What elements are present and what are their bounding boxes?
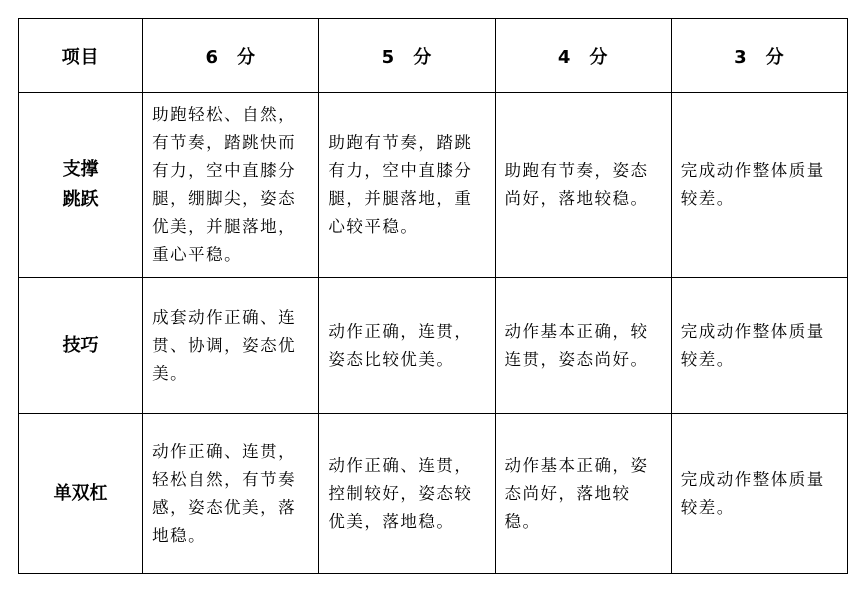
score-unit: 分 bbox=[589, 46, 609, 68]
row-label-line: 跳跃 bbox=[62, 189, 99, 210]
table-row-vault bbox=[19, 93, 848, 278]
header-score-6 bbox=[143, 19, 319, 93]
header-score-4 bbox=[495, 19, 671, 93]
row-label-bars bbox=[19, 414, 143, 574]
score-unit: 分 bbox=[237, 46, 256, 68]
score-number: 6 bbox=[205, 46, 219, 68]
score-number: 3 bbox=[734, 46, 748, 68]
score-unit: 分 bbox=[765, 46, 785, 68]
header-score-3 bbox=[671, 19, 847, 93]
criteria-cell: 动作正确，连贯，姿态比较优美。 bbox=[319, 278, 495, 414]
header-row bbox=[19, 19, 848, 93]
criteria-cell: 动作基本正确，较连贯，姿态尚好。 bbox=[495, 278, 671, 414]
row-label-line: 技巧 bbox=[62, 334, 99, 356]
criteria-cell: 成套动作正确、连贯、协调，姿态优美。 bbox=[143, 278, 319, 414]
criteria-cell: 助跑有节奏，踏跳有力，空中直膝分腿，并腿落地，重心较平稳。 bbox=[319, 93, 495, 278]
row-label-line: 单双杠 bbox=[53, 482, 108, 504]
row-label-skills bbox=[19, 278, 143, 414]
table-row-bars bbox=[19, 414, 848, 574]
criteria-cell: 完成动作整体质量较差。 bbox=[671, 414, 847, 574]
criteria-cell: 助跑有节奏，姿态尚好，落地较稳。 bbox=[495, 93, 671, 278]
criteria-cell: 完成动作整体质量较差。 bbox=[671, 278, 847, 414]
header-item-label: 项目 bbox=[61, 46, 100, 68]
scoring-table bbox=[18, 18, 848, 574]
criteria-cell: 完成动作整体质量较差。 bbox=[671, 93, 847, 278]
criteria-cell: 助跑轻松、自然，有节奏，踏跳快而有力，空中直膝分腿，绷脚尖，姿态优美，并腿落地，重心平稳。 bbox=[143, 93, 319, 278]
score-number: 4 bbox=[557, 46, 572, 68]
table-row-skills bbox=[19, 278, 848, 414]
criteria-cell: 动作正确、连贯，控制较好，姿态较优美，落地稳。 bbox=[319, 414, 495, 574]
criteria-cell: 动作基本正确，姿态尚好，落地较稳。 bbox=[495, 414, 671, 574]
score-number: 5 bbox=[381, 46, 396, 68]
score-unit: 分 bbox=[413, 46, 433, 68]
row-label-line: 支撑 bbox=[62, 159, 99, 180]
header-item-cell bbox=[19, 19, 143, 93]
header-score-5 bbox=[319, 19, 495, 93]
criteria-cell: 动作正确、连贯，轻松自然，有节奏感，姿态优美，落地稳。 bbox=[143, 414, 319, 574]
row-label-vault bbox=[19, 93, 143, 278]
